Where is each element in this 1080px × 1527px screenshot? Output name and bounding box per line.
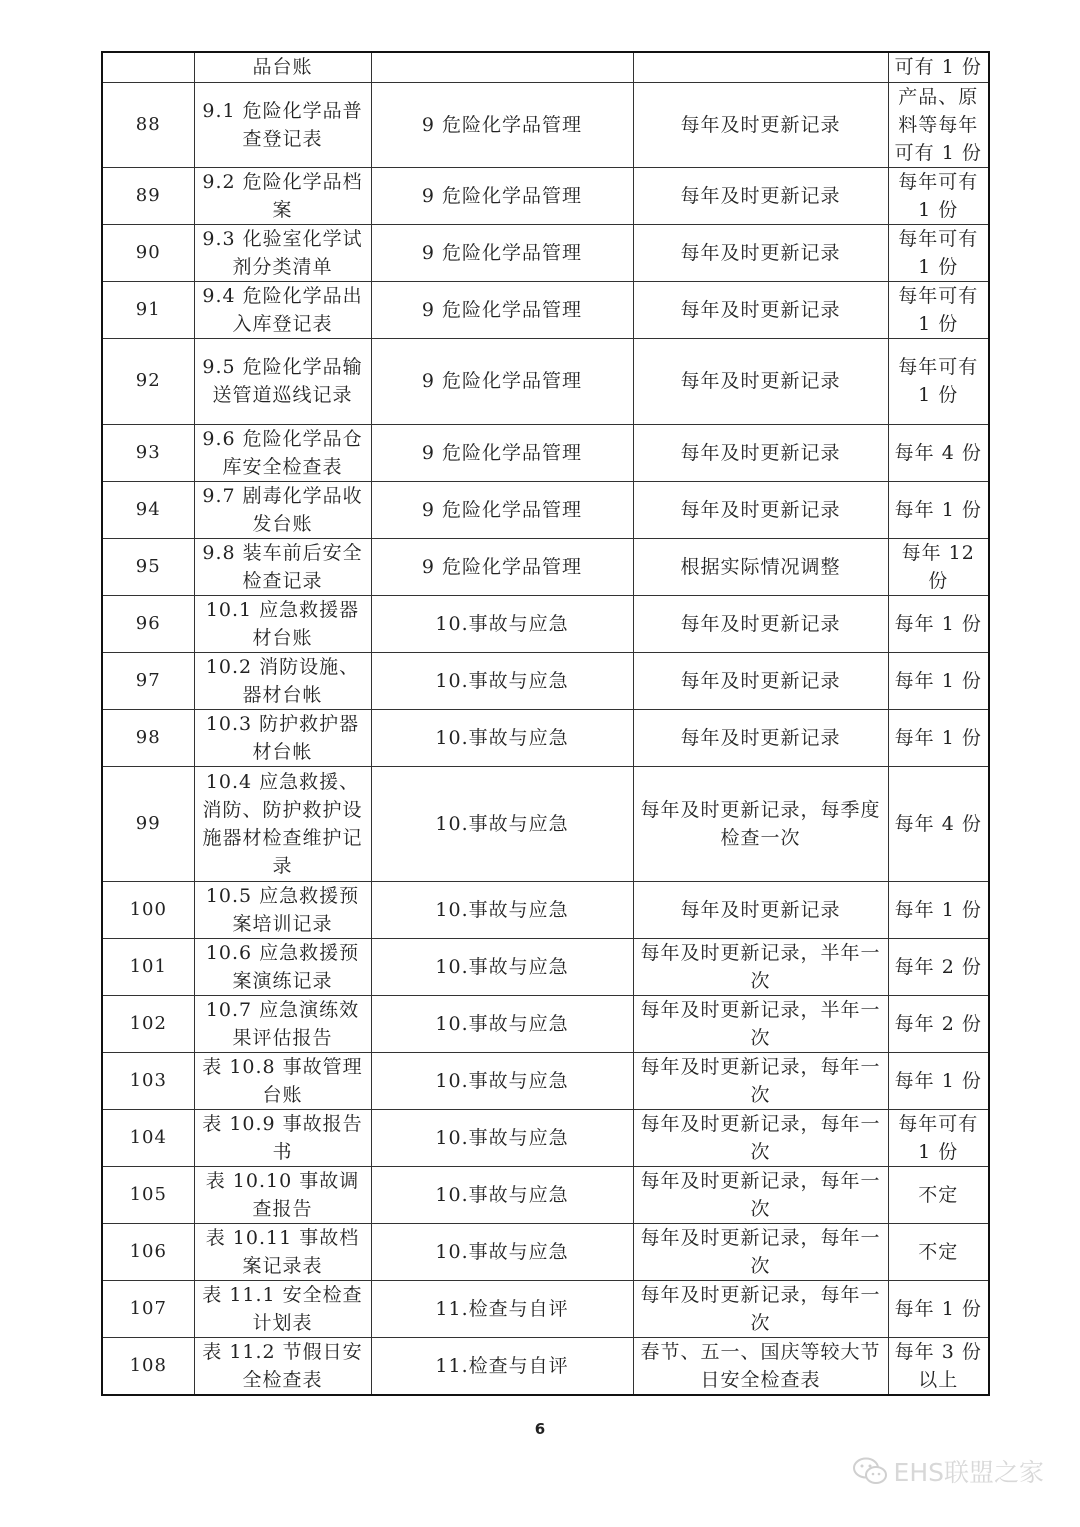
record-name-cell: 9.5 危险化学品输送管道巡线记录 xyxy=(194,338,371,424)
record-name-cell: 9.6 危险化学品仓库安全检查表 xyxy=(194,424,371,481)
category-cell: 9 危险化学品管理 xyxy=(371,338,633,424)
category-cell: 10.事故与应急 xyxy=(371,1223,633,1280)
record-name-cell: 9.8 装车前后安全检查记录 xyxy=(194,538,371,595)
watermark xyxy=(852,1453,1044,1489)
row-number-cell: 95 xyxy=(102,538,194,595)
row-number-cell: 93 xyxy=(102,424,194,481)
requirement-cell: 每年及时更新记录 xyxy=(633,82,888,167)
record-name-cell: 9.3 化验室化学试剂分类清单 xyxy=(194,224,371,281)
table-row xyxy=(102,766,989,881)
row-number-cell: 108 xyxy=(102,1337,194,1395)
count-cell: 每年 1 份 xyxy=(888,595,989,652)
requirement-cell: 每年及时更新记录，每年一次 xyxy=(633,1109,888,1166)
count-cell: 每年可有 1 份 xyxy=(888,281,989,338)
category-cell: 10.事故与应急 xyxy=(371,709,633,766)
page-number: 6 xyxy=(534,1420,546,1438)
requirement-cell: 每年及时更新记录，半年一次 xyxy=(633,938,888,995)
row-number-cell: 90 xyxy=(102,224,194,281)
count-cell: 不定 xyxy=(888,1223,989,1280)
record-name-cell: 表 10.8 事故管理台账 xyxy=(194,1052,371,1109)
table-row xyxy=(102,595,989,652)
category-cell: 10.事故与应急 xyxy=(371,652,633,709)
count-cell: 每年 1 份 xyxy=(888,881,989,938)
record-name-cell: 表 10.11 事故档案记录表 xyxy=(194,1223,371,1280)
row-number-cell: 97 xyxy=(102,652,194,709)
record-name-cell: 10.7 应急演练效果评估报告 xyxy=(194,995,371,1052)
requirement-cell xyxy=(633,52,888,82)
count-cell: 每年 4 份 xyxy=(888,424,989,481)
category-cell: 10.事故与应急 xyxy=(371,938,633,995)
table-row xyxy=(102,82,989,167)
requirement-cell: 每年及时更新记录，每季度检查一次 xyxy=(633,766,888,881)
record-name-cell: 10.2 消防设施、器材台帐 xyxy=(194,652,371,709)
table-row xyxy=(102,995,989,1052)
row-number-cell: 92 xyxy=(102,338,194,424)
requirement-cell: 每年及时更新记录 xyxy=(633,224,888,281)
table-row xyxy=(102,1223,989,1280)
requirement-cell: 每年及时更新记录 xyxy=(633,338,888,424)
row-number-cell: 103 xyxy=(102,1052,194,1109)
table-row xyxy=(102,1109,989,1166)
records-table xyxy=(101,51,990,1396)
category-cell: 9 危险化学品管理 xyxy=(371,281,633,338)
category-cell xyxy=(371,52,633,82)
record-name-cell: 9.4 危险化学品出入库登记表 xyxy=(194,281,371,338)
record-name-cell: 10.1 应急救援器材台账 xyxy=(194,595,371,652)
row-number-cell: 98 xyxy=(102,709,194,766)
row-number-cell: 104 xyxy=(102,1109,194,1166)
requirement-cell: 每年及时更新记录 xyxy=(633,652,888,709)
row-number-cell: 105 xyxy=(102,1166,194,1223)
table-row xyxy=(102,538,989,595)
table-row xyxy=(102,652,989,709)
row-number-cell: 91 xyxy=(102,281,194,338)
record-name-cell: 10.6 应急救援预案演练记录 xyxy=(194,938,371,995)
table-row xyxy=(102,481,989,538)
row-number-cell: 96 xyxy=(102,595,194,652)
row-number-cell: 89 xyxy=(102,167,194,224)
category-cell: 9 危险化学品管理 xyxy=(371,167,633,224)
table-row xyxy=(102,1166,989,1223)
wechat-icon xyxy=(852,1456,888,1486)
requirement-cell: 每年及时更新记录，每年一次 xyxy=(633,1280,888,1337)
requirement-cell: 每年及时更新记录，每年一次 xyxy=(633,1052,888,1109)
count-cell: 每年 1 份 xyxy=(888,1280,989,1337)
requirement-cell: 每年及时更新记录 xyxy=(633,167,888,224)
record-name-cell: 10.3 防护救护器材台帐 xyxy=(194,709,371,766)
count-cell: 每年 12 份 xyxy=(888,538,989,595)
requirement-cell: 每年及时更新记录 xyxy=(633,481,888,538)
record-name-cell: 表 11.1 安全检查计划表 xyxy=(194,1280,371,1337)
record-name-cell: 9.2 危险化学品档案 xyxy=(194,167,371,224)
requirement-cell: 每年及时更新记录 xyxy=(633,709,888,766)
category-cell: 9 危险化学品管理 xyxy=(371,538,633,595)
count-cell: 每年可有 1 份 xyxy=(888,224,989,281)
count-cell: 每年 1 份 xyxy=(888,481,989,538)
requirement-cell: 每年及时更新记录 xyxy=(633,595,888,652)
count-cell: 每年可有 1 份 xyxy=(888,167,989,224)
category-cell: 9 危险化学品管理 xyxy=(371,224,633,281)
requirement-cell: 每年及时更新记录，每年一次 xyxy=(633,1166,888,1223)
table-row xyxy=(102,938,989,995)
record-name-cell: 10.5 应急救援预案培训记录 xyxy=(194,881,371,938)
table-row xyxy=(102,338,989,424)
category-cell: 11.检查与自评 xyxy=(371,1337,633,1395)
watermark-text: EHS联盟之家 xyxy=(893,1458,1044,1487)
count-cell: 每年 4 份 xyxy=(888,766,989,881)
record-name-cell: 9.7 剧毒化学品收发台账 xyxy=(194,481,371,538)
requirement-cell: 每年及时更新记录，半年一次 xyxy=(633,995,888,1052)
requirement-cell: 每年及时更新记录 xyxy=(633,881,888,938)
count-cell: 可有 1 份 xyxy=(888,52,989,82)
count-cell: 不定 xyxy=(888,1166,989,1223)
row-number-cell: 94 xyxy=(102,481,194,538)
row-number-cell xyxy=(102,52,194,82)
category-cell: 10.事故与应急 xyxy=(371,1109,633,1166)
count-cell: 每年可有 1 份 xyxy=(888,1109,989,1166)
count-cell: 产品、原料等每年可有 1 份 xyxy=(888,82,989,167)
count-cell: 每年 1 份 xyxy=(888,652,989,709)
count-cell: 每年 1 份 xyxy=(888,1052,989,1109)
row-number-cell: 101 xyxy=(102,938,194,995)
table-row xyxy=(102,281,989,338)
requirement-cell: 每年及时更新记录 xyxy=(633,281,888,338)
category-cell: 10.事故与应急 xyxy=(371,1052,633,1109)
category-cell: 9 危险化学品管理 xyxy=(371,82,633,167)
category-cell: 10.事故与应急 xyxy=(371,1166,633,1223)
table-row xyxy=(102,224,989,281)
record-name-cell: 9.1 危险化学品普查登记表 xyxy=(194,82,371,167)
count-cell: 每年 3 份以上 xyxy=(888,1337,989,1395)
row-number-cell: 106 xyxy=(102,1223,194,1280)
table-row xyxy=(102,1337,989,1395)
table-row xyxy=(102,1280,989,1337)
row-number-cell: 88 xyxy=(102,82,194,167)
count-cell: 每年可有 1 份 xyxy=(888,338,989,424)
record-name-cell: 表 10.10 事故调查报告 xyxy=(194,1166,371,1223)
category-cell: 10.事故与应急 xyxy=(371,881,633,938)
requirement-cell: 春节、五一、国庆等较大节日安全检查表 xyxy=(633,1337,888,1395)
category-cell: 10.事故与应急 xyxy=(371,595,633,652)
records-table-container xyxy=(101,51,988,1396)
count-cell: 每年 1 份 xyxy=(888,709,989,766)
category-cell: 9 危险化学品管理 xyxy=(371,424,633,481)
row-number-cell: 99 xyxy=(102,766,194,881)
count-cell: 每年 2 份 xyxy=(888,995,989,1052)
row-number-cell: 102 xyxy=(102,995,194,1052)
record-name-cell: 表 11.2 节假日安全检查表 xyxy=(194,1337,371,1395)
category-cell: 10.事故与应急 xyxy=(371,766,633,881)
table-row xyxy=(102,709,989,766)
table-row xyxy=(102,1052,989,1109)
table-row xyxy=(102,424,989,481)
requirement-cell: 根据实际情况调整 xyxy=(633,538,888,595)
table-row xyxy=(102,52,989,82)
table-row xyxy=(102,167,989,224)
row-number-cell: 107 xyxy=(102,1280,194,1337)
row-number-cell: 100 xyxy=(102,881,194,938)
category-cell: 11.检查与自评 xyxy=(371,1280,633,1337)
record-name-cell: 表 10.9 事故报告书 xyxy=(194,1109,371,1166)
record-name-cell: 品台账 xyxy=(194,52,371,82)
table-row xyxy=(102,881,989,938)
record-name-cell: 10.4 应急救援、消防、防护救护设施器材检查维护记录 xyxy=(194,766,371,881)
requirement-cell: 每年及时更新记录 xyxy=(633,424,888,481)
category-cell: 10.事故与应急 xyxy=(371,995,633,1052)
count-cell: 每年 2 份 xyxy=(888,938,989,995)
requirement-cell: 每年及时更新记录，每年一次 xyxy=(633,1223,888,1280)
category-cell: 9 危险化学品管理 xyxy=(371,481,633,538)
records-table-body xyxy=(102,52,989,1395)
